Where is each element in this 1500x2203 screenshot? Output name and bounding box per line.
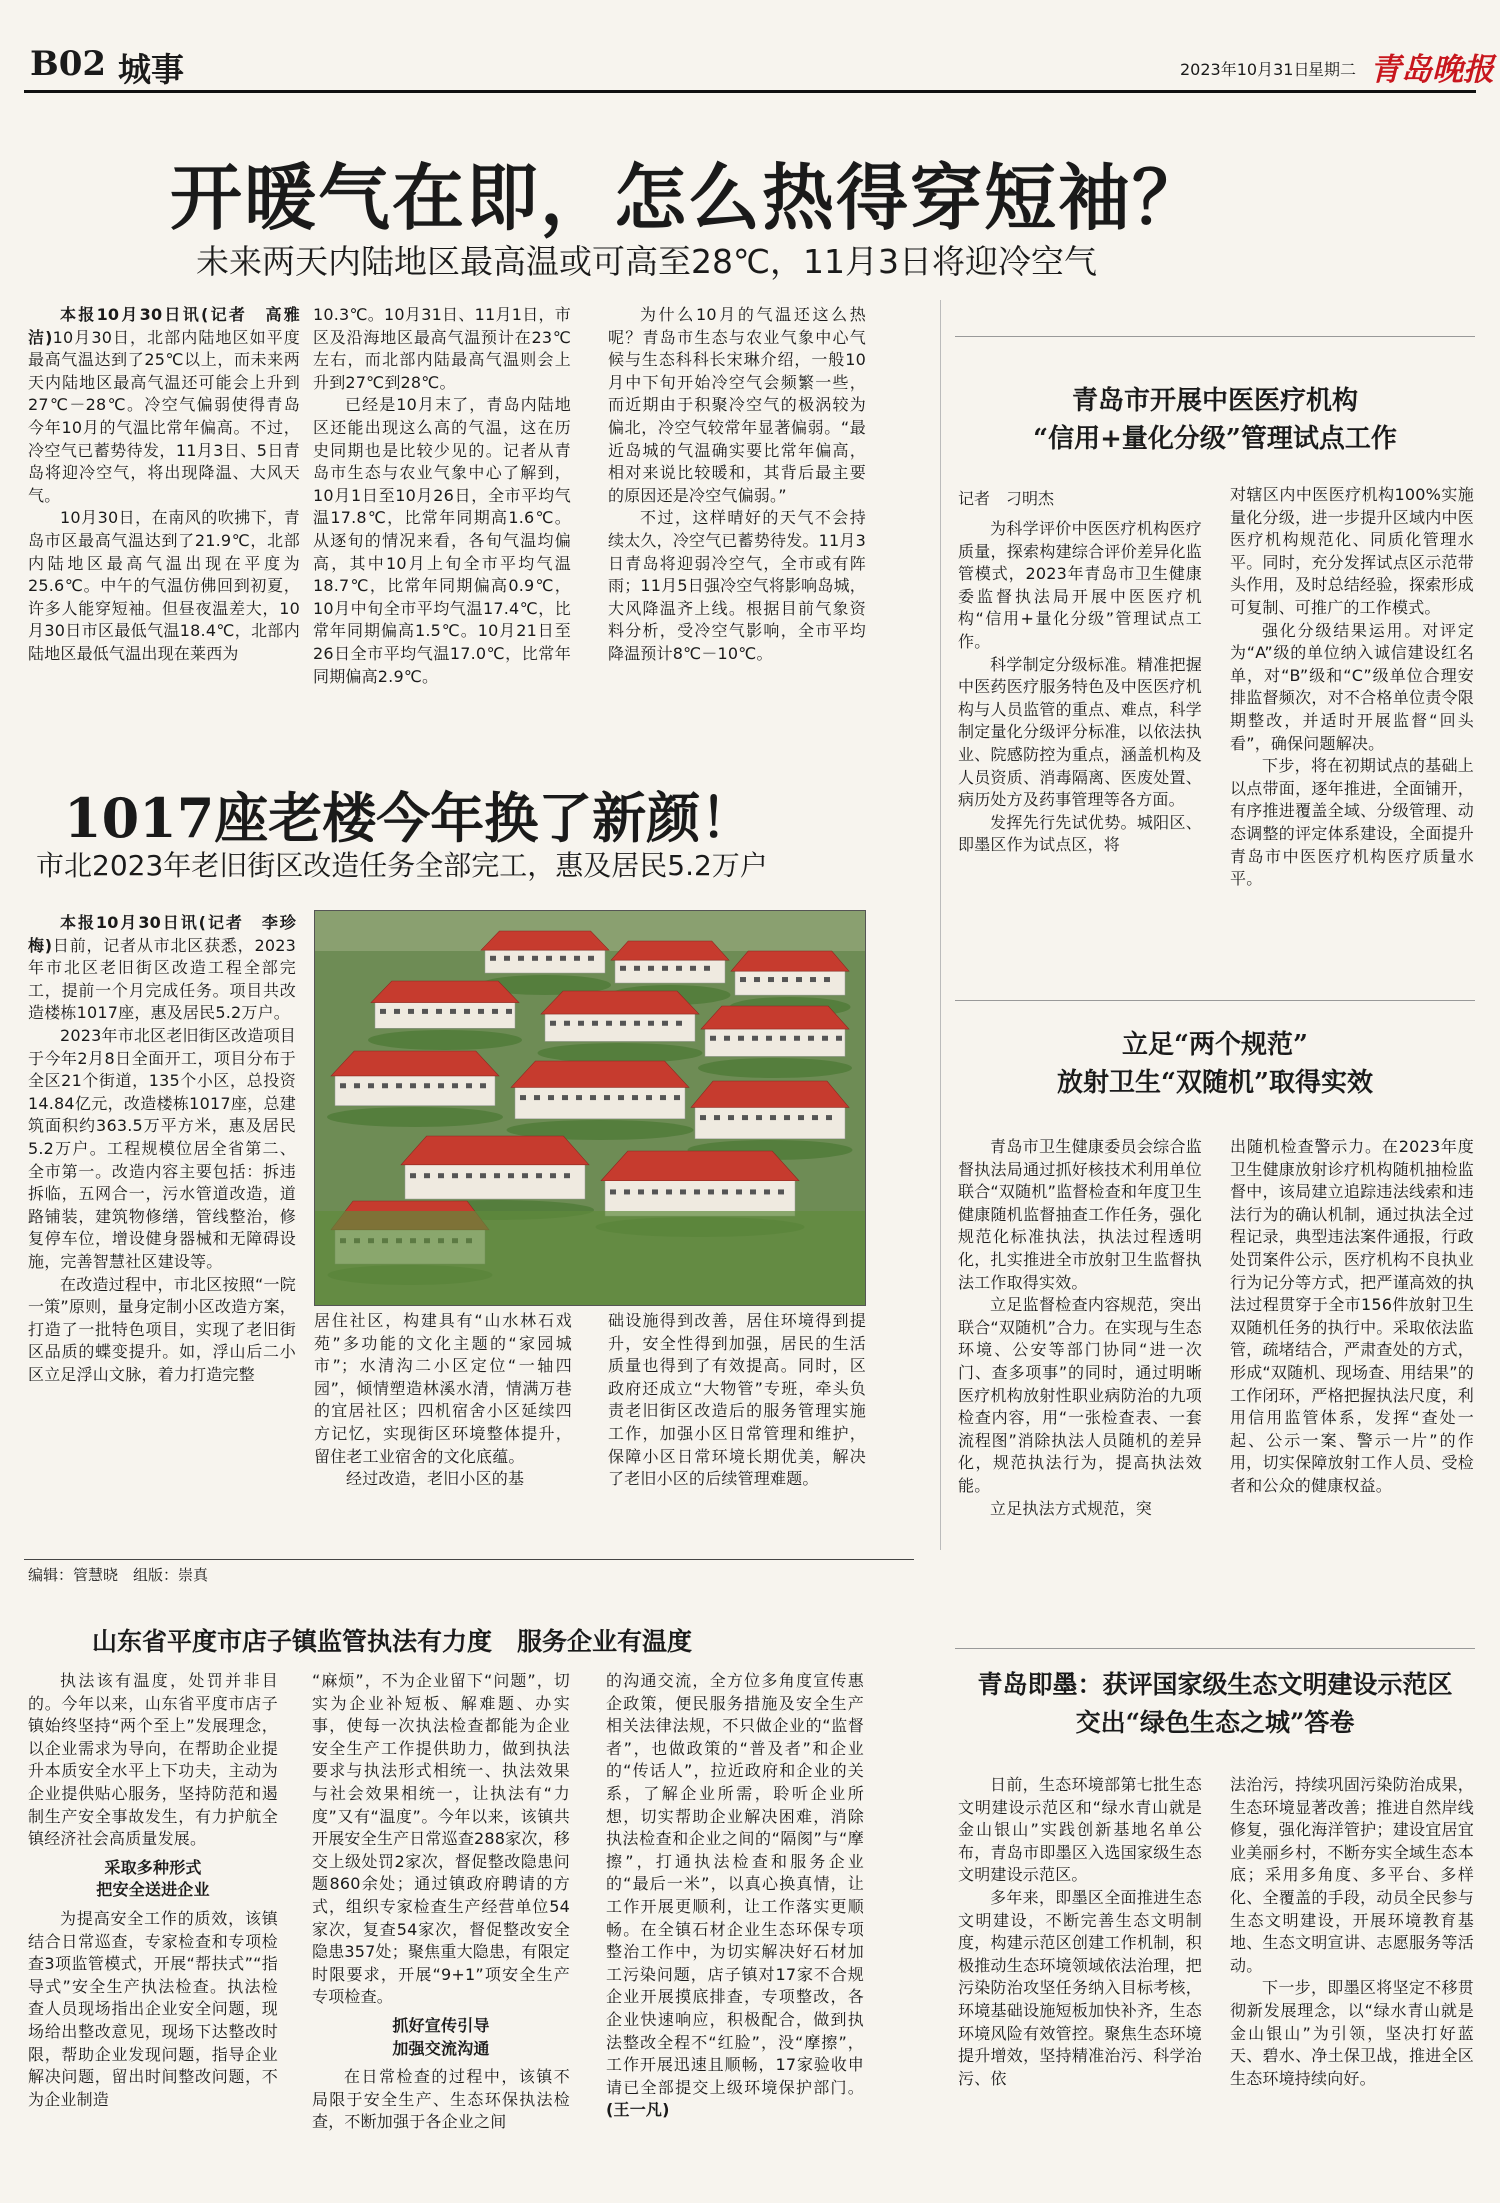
building-wall [375, 1001, 515, 1028]
masthead-rule [24, 90, 1476, 93]
tree-cluster [698, 1058, 852, 1078]
building-window [662, 966, 668, 971]
building-window [624, 1189, 630, 1194]
building-wall [515, 1086, 685, 1119]
building-window [710, 1036, 716, 1041]
section-name: 城事 [118, 50, 184, 89]
a3-headline: 青岛市开展中医医疗机构 “信用+量化分级”管理试点工作 [1033, 386, 1397, 454]
building-window [694, 1189, 700, 1194]
old-buildings-photo [314, 910, 866, 1306]
building-window [798, 1115, 804, 1120]
building-window [738, 1036, 744, 1041]
building-window [548, 1095, 554, 1100]
building-window [550, 1021, 556, 1026]
building-window [812, 1115, 818, 1120]
building-window [634, 966, 640, 971]
building-window [784, 1115, 790, 1120]
building-window [380, 1009, 386, 1014]
building-window [742, 1115, 748, 1120]
building-wall [695, 1106, 845, 1139]
a5-subhead-2b: 加强交流沟通 [392, 2038, 490, 2058]
a5-subhead-1: 采取多种形式 [104, 1857, 202, 1877]
column-divider [940, 300, 941, 1550]
building-window [836, 1036, 842, 1041]
building-window [604, 1095, 610, 1100]
building-window [648, 966, 654, 971]
building-window [674, 1095, 680, 1100]
building-window [464, 1009, 470, 1014]
building-window [646, 1095, 652, 1100]
building-window [452, 1173, 458, 1178]
building-wall [615, 959, 725, 983]
building-roof [331, 1051, 499, 1076]
a6-column-2: 法治污，持续巩固污染防治成果，生态环境显著改善；推进自然岸线修复，强化海洋管护；建设宜居宜业美丽乡村，不断夯实全域生态本底；采用多角度、多平台、多样化、全覆盖的手段，动员全民参与生态文明建设，开展环境教育基地、生态文明宣讲、志愿服务等活动。 下一步，即墨区将坚定不移贯彻新发展理念，以“绿水青山就是金山银山”为引领，坚决打好蓝天、碧水、净土保卫战，推进全区生态环境持续向好。 [1230, 1775, 1474, 2088]
building-window [520, 1095, 526, 1100]
building-window [824, 977, 830, 982]
building-window [700, 1115, 706, 1120]
building-window [560, 956, 566, 961]
building-window [764, 1189, 770, 1194]
a1-column-2: 10.3℃。10月31日、11月1日，市区及沿海地区最高气温预计在23℃左右，而北部内陆最高气温则会上升到27℃到28℃。 已经是10月末了，青岛内陆地区还能出现这么高的气温，这在历史同期也是比较少见的。记者从青岛市生态与农业气象中心了解到，10月1日至10月26日，全市平均气温17.8℃，比常年同期高1.6℃。从逐旬的情况来看，各旬气温均偏高，其中10月上旬全市平均气温18.7℃，比常年同期偏高0.9℃，10月中旬全市平均气温17.4℃，比常年同期偏高1.5℃。10月21日至26日全市平均气温17.0℃，比常年同期偏高2.9℃。 [313, 305, 571, 686]
building-window [808, 1036, 814, 1041]
building-window [822, 1036, 828, 1041]
building-window [522, 1173, 528, 1178]
building-window [550, 1173, 556, 1178]
a5-headline: 山东省平度市店子镇监管执法有力度 服务企业有温度 [92, 1627, 693, 1656]
building-window [576, 1095, 582, 1100]
building-window [714, 1115, 720, 1120]
building-window [592, 1021, 598, 1026]
building-wall [605, 1179, 795, 1216]
building-window [728, 1115, 734, 1120]
building-window [778, 1189, 784, 1194]
building-window [752, 1036, 758, 1041]
building-window [408, 1009, 414, 1014]
photo-illustration [315, 911, 865, 1305]
a5-subhead-1b: 把安全送进企业 [96, 1880, 210, 1900]
building-window [666, 1189, 672, 1194]
building-window [480, 1083, 486, 1088]
building-roof [541, 991, 699, 1014]
a6-top-rule [955, 1648, 1475, 1649]
building-wall [405, 1163, 585, 1199]
a5-column-3: 的沟通交流，全方位多角度宣传惠企政策，便民服务措施及安全生产相关法律法规，不只做企业的“监督者”，也做政策的“普及者”和企业的“传话人”，拉近政府和企业的关系，了解企业所需，聆听企业所想，切实帮助企业解决困难，消除执法检查和企业之间的“隔阂”与“摩擦”，打通执法检查和服务企业的“最后一米”，以真心换真情，让工作开展更顺利，让工作落实更顺畅。在全镇石材企业生态环保专项整治工作中，为切实解决好石材加工污染问题，店子镇对17家不合规企业开展摸底排查，专项整改，各企业快速响应，积极配合，做到执法整改全程不“红脸”，没“摩擦”，工作开展迅速且顺畅，17家验收申请已全部提交上级环境保护部门。 (王一凡) [606, 1671, 864, 2120]
building-window [452, 1083, 458, 1088]
a2-subheadline: 市北2023年老旧街区改造任务全部完工，惠及居民5.2万户 [36, 849, 768, 882]
building-window [676, 1021, 682, 1026]
building-window [368, 1083, 374, 1088]
a4-top-rule [955, 1000, 1475, 1001]
building-window [410, 1173, 416, 1178]
a2-column-2: 居住社区，构建具有“山水林石戏苑”多功能的文化主题的“家园城市”；水清沟二小区定位“一轴四园”，倾情塑造林溪水清，情满万巷的宜居社区；四机宿舍小区延续四方记忆，实现街区环境整体提升，留住老工业宿舍的文化底蕴。 经过改造，老旧小区的基 [314, 1311, 572, 1489]
building-window [708, 1189, 714, 1194]
building-window [736, 1189, 742, 1194]
building-window [506, 1009, 512, 1014]
building-roof [701, 1006, 849, 1029]
a5-author: (王一凡) [606, 2100, 670, 2120]
a5-subhead-2: 抓好宣传引导 [392, 2015, 490, 2035]
building-wall [485, 949, 605, 973]
building-window [424, 1083, 430, 1088]
building-window [490, 956, 496, 961]
building-wall [545, 1013, 695, 1042]
building-window [546, 956, 552, 961]
building-window [574, 956, 580, 961]
building-wall [735, 970, 845, 995]
building-window [410, 1083, 416, 1088]
a2-column-3: 础设施得到改善，居住环境得到提升，安全性得到加强，居民的生活质量也得到了有效提高。同时，区政府还成立“大物管”专班，牵头负责老旧街区改造后的服务管理实施工作，加强小区日常管理和维护，保障小区日常环境长期优美，解决了老旧小区的后续管理难题。 [608, 1311, 866, 1489]
building-window [740, 977, 746, 982]
building-window [396, 1083, 402, 1088]
a1-column-1: 本报10月30日讯(记者 高雅洁)10月30日，北部内陆地区如平度最高气温达到了25℃以上，而未来两天内陆地区最高气温还可能会上升到27℃－28℃。冷空气偏弱使得青岛今年10月的气温比常年偏高。不过，冷空气已蓄势待发，11月3日、5日青岛将迎冷空气，将出现降温、大风天气。 10月30日，在南风的吹拂下，青岛市区最高气温达到了21.9℃，北部内陆地区最高气温出现在平度为25.6℃。中午的气温仿佛回到初夏，许多人能穿短袖。但昼夜温差大，10月30日市区最低气温18.4℃，北部内陆地区最低气温出现在莱西为 [28, 305, 300, 663]
a4-column-1: 青岛市卫生健康委员会综合监督执法局通过抓好核技术利用单位联合“双随机”监督检查和年度卫生健康随机监督抽查工作任务，强化规范化标准执法，执法过程透明化，扎实推进全市放射卫生监督执法工作取得实效。 立足监督检查内容规范，突出联合“双随机”合力。在实现与生态环境、公安等部门协同“进一次门、查多项事”的同时，通过明晰医疗机构放射性职业病防治的九项检查内容，用“一张检查表、一套流程图”消除执法人员随机的差异化，规范执法行为，提高执法效能。 立足执法方式规范，突 [958, 1137, 1202, 1518]
credit-rule [24, 1559, 914, 1560]
building-window [660, 1095, 666, 1100]
building-window [480, 1173, 486, 1178]
building-roof [731, 951, 849, 971]
building-wall [705, 1028, 845, 1057]
building-window [782, 977, 788, 982]
building-window [492, 1009, 498, 1014]
building-window [620, 1021, 626, 1026]
building-window [826, 1115, 832, 1120]
issue-date: 2023年10月31日 [1180, 60, 1310, 79]
a3-top-rule [955, 336, 1475, 337]
building-roof [611, 941, 729, 960]
building-window [680, 1189, 686, 1194]
building-window [796, 977, 802, 982]
a2-lead: 本报10月30日讯(记者 李珍梅) [28, 913, 296, 955]
building-window [518, 956, 524, 961]
building-window [724, 1036, 730, 1041]
building-window [780, 1036, 786, 1041]
paper-logo: 青岛晚报 [1370, 52, 1494, 88]
a2-headline: 1017座老楼今年换了新颜！ [64, 786, 755, 850]
a1-lead: 本报10月30日讯(记者 高雅洁) [28, 305, 300, 347]
building-window [620, 966, 626, 971]
a1-headline: 开暖气在即，怎么热得穿短袖？ [170, 155, 1207, 240]
building-window [638, 1189, 644, 1194]
building-window [676, 966, 682, 971]
building-window [562, 1095, 568, 1100]
building-window [766, 1036, 772, 1041]
building-window [354, 1083, 360, 1088]
building-window [756, 1115, 762, 1120]
building-window [394, 1009, 400, 1014]
tree-cluster [327, 1107, 503, 1127]
building-window [532, 956, 538, 961]
building-window [690, 966, 696, 971]
building-window [610, 1189, 616, 1194]
building-window [634, 1021, 640, 1026]
building-window [648, 1021, 654, 1026]
building-window [618, 1095, 624, 1100]
building-window [768, 977, 774, 982]
building-roof [481, 931, 609, 950]
building-window [750, 1189, 756, 1194]
building-window [438, 1173, 444, 1178]
a1-subheadline: 未来两天内陆地区最高温或可高至28℃，11月3日将迎冷空气 [196, 242, 1098, 281]
building-window [536, 1173, 542, 1178]
a5-column-2: “麻烦”，不为企业留下“问题”，切实为企业补短板、解难题、办实事，使每一次执法检查都能为企业安全生产工作提供助力，做到执法要求与执法形式相统一、执法效果与社会效果相统一，让执法有“力度”又有“温度”。今年以来，该镇共开展安全生产日常巡查288家次，移交上级处罚2家次，督促整改隐患问题860余处；通过镇政府聘请的方式，组织专家检查生产经营单位54家次，复查54家次，督促整改安全隐患357处；聚焦重大隐患，有限定时限要求，开展“9+1”项安全生产专项检查。 抓好宣传引导 加强交流沟通 在日常检查的过程中，该镇不局限于安全生产、生态环保执法检查，不断加强于各企业之间 [312, 1671, 570, 2132]
building-window [534, 1095, 540, 1100]
building-window [564, 1021, 570, 1026]
building-window [436, 1009, 442, 1014]
building-window [466, 1173, 472, 1178]
building-roof [511, 1061, 689, 1087]
building-window [704, 966, 710, 971]
tree-cluster [368, 1030, 522, 1050]
building-roof [691, 1081, 849, 1107]
building-window [382, 1083, 388, 1088]
building-window [662, 1021, 668, 1026]
a5-column-1: 执法该有温度，处罚并非目的。今年以来，山东省平度市店子镇始终坚持“两个至上”发展理念，以企业需求为导向，在帮助企业提升本质安全水平上下功夫，主动为企业提供贴心服务，坚持防范和遏制生产安全事故发生，有力护航全镇经济社会高质量发展。 采取多种形式 把安全送进企业 为提高安全工作的质效，该镇结合日常巡查，专家检查和专项检查3项监管模式，开展“帮扶式”“指导式”安全生产执法检查。执法检查人员现场指出企业安全问题，现场给出整改意见，现场下达整改时限，帮助企业发现问题，指导企业解决问题，留出时间整改问题，不为企业制造 [28, 1671, 278, 2109]
building-window [564, 1173, 570, 1178]
building-window [504, 956, 510, 961]
a1-column-3: 为什么10月的气温还这么热呢？青岛市生态与农业气象中心气候与生态科科长宋琳介绍，一般10月中下旬开始冷空气会频繁一些，而近期由于积聚冷空气的极涡较为偏北，冷空气较常年显著偏弱。“最近岛城的气温确实要比常年偏高，相对来说比较暖和，其背后最主要的原因还是冷空气偏弱。” 不过，这样晴好的天气不会持续太久，冷空气已蓄势待发。11月3日青岛将迎弱冷空气，全市或有阵雨；11月5日强冷空气将影响岛城，大风降温齐上线。根据目前气象资料分析，受冷空气影响，全市平均降温预计8℃－10℃。 [608, 305, 866, 663]
building-window [508, 1173, 514, 1178]
building-window [810, 977, 816, 982]
a4-headline: 立足“两个规范” 放射卫生“双随机”取得实效 [1057, 1030, 1373, 1098]
building-window [340, 1083, 346, 1088]
building-window [478, 1009, 484, 1014]
building-window [466, 1083, 472, 1088]
building-window [652, 1189, 658, 1194]
building-window [450, 1009, 456, 1014]
a4-column-2: 出随机检查警示力。在2023年度卫生健康放射诊疗机构随机抽检监督中，该局建立追踪违法线索和违法行为的确认机制，通过执法全过程记录，典型违法案件通报，行政处罚案件公示，医疗机构不良执业行为记分等方式，把严谨高效的执法过程贯穿于全市156件放射卫生双随机任务的执行中。采取依法监管，疏堵结合，严肃查处的方式，形成“双随机、现场查、用结果”的工作闭环，严格把握执法尺度，利用信用监管体系，发挥“查处一起、公示一案、警示一片”的作用，切实保障放射工作人员、受检者和公众的健康权益。 [1230, 1137, 1474, 1495]
a6-column-1: 日前，生态环境部第七批生态文明建设示范区和“绿水青山就是金山银山”实践创新基地名单公布，青岛市即墨区入选国家级生态文明建设示范区。 多年来，即墨区全面推进生态文明建设，不断完善生态文明制度，构建示范区创建工作机制，积极推动生态环境领域依法治理，把污染防治攻坚任务纳入目标考核，环境基础设施短板加快补齐，生态环境风险有效管控。聚焦生态环境提升增效，坚持精准治污、科学治污、依 [958, 1775, 1202, 2088]
building-roof [401, 1136, 589, 1165]
building-roof [371, 981, 519, 1003]
a3-byline: 记者 刁明杰 [958, 489, 1055, 508]
page-number: B02 [30, 44, 107, 84]
building-window [722, 1189, 728, 1194]
building-window [578, 1021, 584, 1026]
building-wall [335, 1074, 495, 1105]
building-window [606, 1021, 612, 1026]
a3-column-1: 为科学评价中医医疗机构医疗质量，探索构建综合评价差异化监管模式，2023年青岛市卫生健康委监督执法局开展中医医疗机构“信用+量化分级”管理试点工作。 科学制定分级标准。精准把握中医药医疗服务特色及中医医疗机构与人员监管的重点、难点，科学制定量化分级评分标准，以依法执业、院感防控为重点，涵盖机构及人员资质、消毒隔离、医废处置、病历处方及药事管理等各方面。 发挥先行先试优势。城阳区、即墨区作为试点区，将 [958, 519, 1202, 855]
building-roof [601, 1151, 799, 1181]
building-window [590, 1095, 596, 1100]
building-window [794, 1036, 800, 1041]
building-window [438, 1083, 444, 1088]
editor-credit: 编辑：管慧晓 组版：崇真 [28, 1566, 209, 1584]
building-window [588, 956, 594, 961]
building-window [632, 1095, 638, 1100]
building-window [422, 1009, 428, 1014]
issue-weekday: 星期二 [1308, 60, 1357, 79]
building-window [770, 1115, 776, 1120]
building-window [754, 977, 760, 982]
building-window [424, 1173, 430, 1178]
building-window [494, 1173, 500, 1178]
tree-cluster [538, 1043, 703, 1063]
a2-column-1: 本报10月30日讯(记者 李珍梅)日前，记者从市北区获悉，2023年市北区老旧街区改造工程全部完工，提前一个月完成任务。项目共改造楼栋1017座，惠及居民5.2万户。 2023年市北区老旧街区改造项目于今年2月8日全面开工，项目分布于全区21个街道，135个小区，总投资14.84亿元，改造楼栋1017座，总建筑面积约363.5万平方米，惠及居民5.2万户。工程规模位居全省第二、全市第一。改造内容主要包括：拆违拆临，五网合一，污水管道改造，道路铺装，建筑物修缮，管线整治，修复停车位，增设健身器械和无障碍设施，完善智慧社区建设等。 在改造过程中，市北区按照“一院一策”原则，量身定制小区改造方案，打造了一批特色项目，实现了老旧街区品质的蝶变提升。如，浮山后二小区立足浮山文脉，着力打造完整 [28, 913, 296, 1384]
a3-column-2: 对辖区内中医医疗机构100%实施量化分级，进一步提升区域内中医医疗机构规范化、同质化管理水平。同时，充分发挥试点区示范带头作用，及时总结经验，探索形成可复制、可推广的工作模式。 强化分级结果运用。对评定为“A”级的单位纳入诚信建设红名单，对“B”级和“C”级单位合理安排监督频次，对不合格单位责令限期整改，并适时开展监督“回头看”，确保问题解决。 下步，将在初期试点的基础上以点带面，逐年推进，全面铺开，有序推进覆盖全域、分级管理、动态调整的评定体系建设，全面提升青岛市中医医疗机构医疗质量水平。 [1230, 485, 1474, 889]
a6-headline: 青岛即墨：获评国家级生态文明建设示范区 交出“绿色生态之城”答卷 [977, 1670, 1453, 1737]
